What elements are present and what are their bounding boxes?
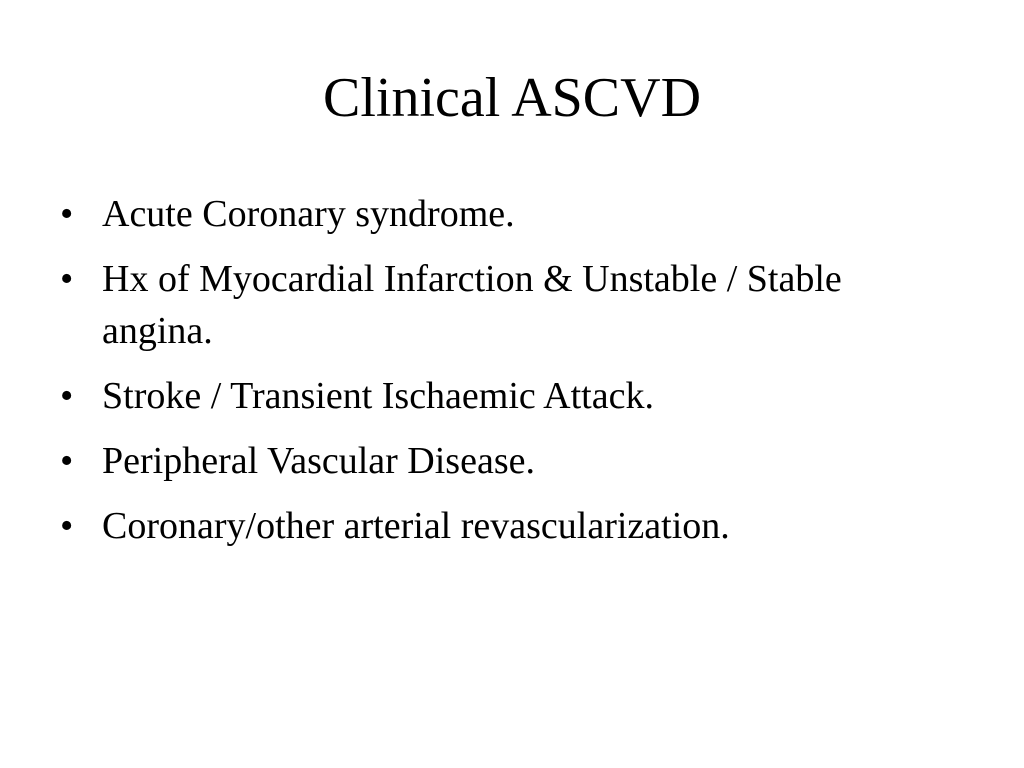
bullet-list bbox=[58, 188, 958, 565]
bullet-marker: • bbox=[60, 440, 74, 482]
bullet-item bbox=[58, 253, 958, 357]
bullet-marker: • bbox=[60, 505, 74, 547]
bullet-marker: • bbox=[60, 258, 74, 300]
bullet-item bbox=[58, 500, 958, 552]
bullet-item bbox=[58, 435, 958, 487]
bullet-item bbox=[58, 370, 958, 422]
bullet-item bbox=[58, 188, 958, 240]
bullet-marker: • bbox=[60, 375, 74, 417]
slide-title: Clinical ASCVD bbox=[322, 67, 702, 129]
bullet-text: Coronary/other arterial revascularization. bbox=[102, 505, 730, 547]
bullet-text: Peripheral Vascular Disease. bbox=[102, 440, 535, 482]
bullet-text: Acute Coronary syndrome. bbox=[102, 193, 515, 235]
bullet-text: Stroke / Transient Ischaemic Attack. bbox=[102, 375, 654, 417]
bullet-marker: • bbox=[60, 193, 74, 235]
bullet-text: Hx of Myocardial Infarction & Unstable / Stable angina. bbox=[102, 258, 842, 352]
